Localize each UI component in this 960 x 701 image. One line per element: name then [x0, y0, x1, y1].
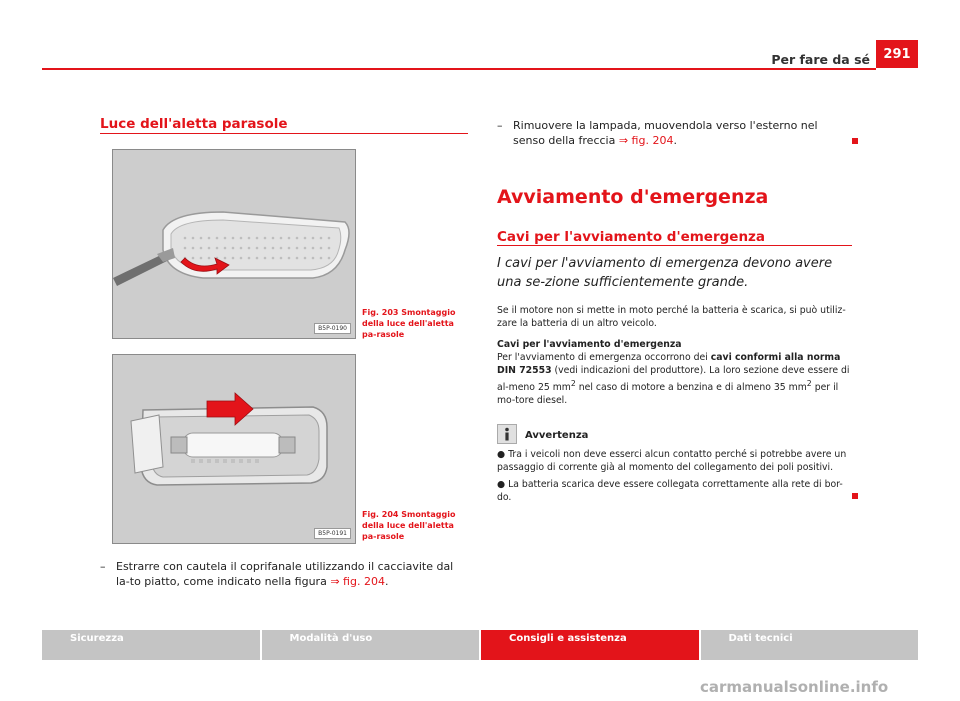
figure-203 [112, 149, 356, 339]
footer-tab-sicurezza[interactable]: Sicurezza [42, 630, 260, 660]
watermark: carmanualsonline.info [700, 678, 889, 696]
end-of-section-marker [852, 493, 858, 499]
paragraph-2-text-d: per il mo-tore diesel. [497, 382, 839, 407]
step-2 [497, 118, 852, 148]
bullet-symbol: ● [497, 449, 506, 460]
step-2-text: Rimuovere la lampada, muovendola verso l'esterno nel senso della freccia [513, 119, 818, 147]
header-rule [42, 68, 876, 70]
figure-code: B5P-0191 [314, 528, 351, 539]
footer-tab-consigli-assistenza[interactable]: Consigli e assistenza [481, 630, 699, 660]
lead-paragraph: I cavi per l'avviamento di emergenza devono avere una se-zione sufficientemente grande. [497, 256, 833, 290]
paragraph-2-text-b: (vedi indicazioni del produttore). La loro sezione deve essere di al-meno 25 mm [497, 365, 850, 394]
section-title: Luce dell'aletta parasole [100, 116, 288, 132]
bullet-1-text: Tra i veicoli non deve esserci alcun contatto perché si potrebbe avere un passaggio di corrente già al momento del collegamento dei poli positivi. [497, 449, 847, 473]
bullet-1 [497, 448, 853, 474]
figure-reference-link[interactable]: ⇒ fig. 204 [330, 575, 385, 588]
step-2-body [497, 118, 852, 148]
figure-code: B5P-0190 [314, 323, 351, 334]
bullet-2-text: La batteria scarica deve essere collegata correttamente alla rete di bor-do. [497, 479, 843, 503]
step-1-text: Estrarre con cautela il coprifanale utilizzando il cacciavite dal la-to piatto, come indicato nella figura [116, 560, 454, 588]
step-1-body [100, 559, 468, 589]
paragraph-2-text-c: nel caso di motore a benzina e di almeno 35 mm [575, 382, 807, 394]
figure-204-caption: Fig. 204 Smontaggio della luce dell'aletta pa-rasole [362, 510, 456, 541]
paragraph-2 [497, 338, 853, 407]
step-dash: – [497, 119, 503, 132]
note-title: Avvertenza [525, 430, 589, 441]
paragraph-2-text-a: Per l'avviamento di emergenza occorrono dei [497, 352, 711, 363]
step-dash: – [100, 560, 106, 573]
figure-204 [112, 354, 356, 544]
subsection-heading: Cavi per l'avviamento d'emergenza [497, 229, 766, 245]
footer-tab-modalita-uso[interactable]: Modalità d'uso [262, 630, 480, 660]
subsection-rule [497, 245, 852, 246]
superscript: 2 [806, 379, 812, 388]
end-of-section-marker [852, 138, 858, 144]
bullet-2 [497, 478, 853, 504]
section-rule [100, 133, 468, 134]
running-header: Per fare da sé [771, 52, 870, 67]
footer-nav [42, 630, 918, 660]
page-number: 291 [876, 40, 918, 68]
sun-visor-light-illustration [113, 150, 355, 338]
paragraph-2-title: Cavi per l'avviamento d'emergenza [497, 339, 682, 350]
figure-reference-link[interactable]: ⇒ fig. 204 [618, 134, 674, 147]
norm-reference: cavi conformi alla norma DIN 72553 [497, 352, 841, 376]
step-1-end: . [384, 575, 389, 588]
step-2-end: . [673, 134, 677, 147]
footer-tab-dati-tecnici[interactable]: Dati tecnici [701, 630, 919, 660]
bullet-symbol: ● [497, 479, 506, 490]
step-1 [100, 559, 468, 589]
chapter-heading: Avviamento d'emergenza [497, 186, 769, 208]
superscript: 2 [570, 379, 576, 388]
lamp-removal-illustration [113, 355, 355, 543]
note-icon [497, 424, 517, 444]
figure-203-caption: Fig. 203 Smontaggio della luce dell'aletta pa-rasole [362, 308, 456, 339]
paragraph-1: Se il motore non si mette in moto perché la batteria è scarica, si può utiliz-zare la batteria di un altro veicolo. [497, 305, 846, 329]
